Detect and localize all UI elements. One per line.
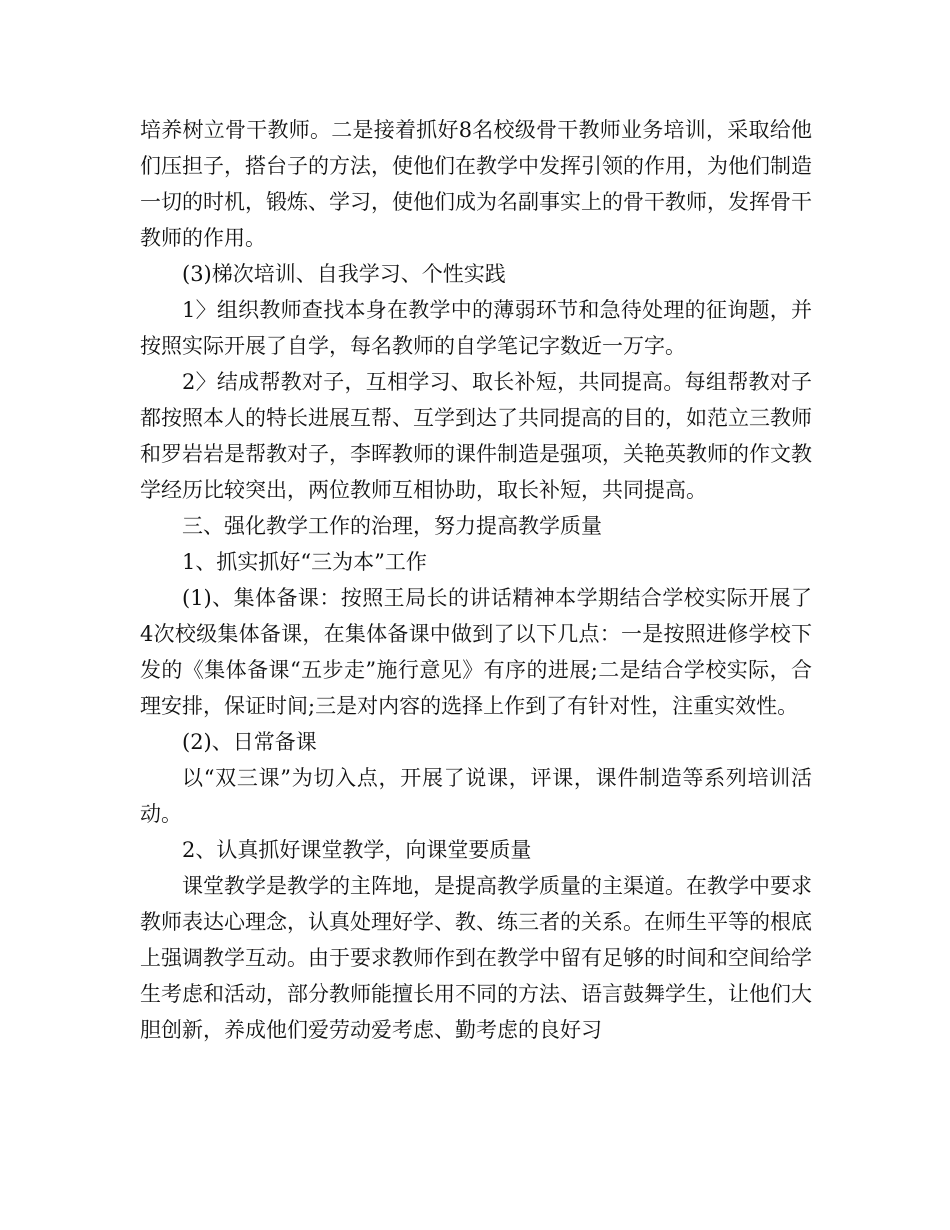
paragraph-11: 课堂教学是教学的主阵地，是提高教学质量的主渠道。在教学中要求教师表达心理念，认真处理好学、教、练三者的关系。在师生平等的根底上强调教学互动。由于要求教师作到在教学中留有足够的时间和空间给学生考虑和活动，部分教师能擅长用不同的方法、语言鼓舞学生，让他们大胆创新，养成他们爱劳动爱考虑、勤考虑的良好习 — [140, 874, 812, 1042]
section-heading-3: 三、强化教学工作的治理，努力提高教学质量 — [182, 514, 602, 538]
paragraph-4: 2〉结成帮教对子，互相学习、取长补短，共同提高。每组帮教对子都按照本人的特长进展互帮、互学到达了共同提高的目的，如范立三教师和罗岩岩是帮教对子，李晖教师的课件制造是强项，关艳英教师的作文教学经历比较突出，两位教师互相协助，取长补短，共同提高。 — [140, 370, 812, 502]
subheading-3: 2、认真抓好课堂教学，向课堂要质量 — [182, 838, 532, 862]
paragraph-1: 培养树立骨干教师。二是接着抓好8名校级骨干教师业务培训，采取给他们压担子，搭台子的方法，使他们在教学中发挥引领的作用，为他们制造一切的时机，锻炼、学习，使他们成为名副事实上的骨干教师，发挥骨干教师的作用。 — [140, 118, 812, 250]
subheading-1: 1、抓实抓好“三为本”工作 — [182, 550, 427, 574]
document-body — [140, 112, 812, 1048]
paragraph-3: 1〉组织教师查找本身在教学中的薄弱环节和急待处理的征询题，并按照实际开展了自学，每名教师的自学笔记字数近一万字。 — [140, 298, 812, 358]
paragraph-2: (3)梯次培训、自我学习、个性实践 — [182, 262, 506, 286]
paragraph-7: (1)、集体备课：按照王局长的讲话精神本学期结合学校实际开展了4次校级集体备课，在集体备课中做到了以下几点：一是按照进修学校下发的《集体备课“五步走”施行意见》有序的进展;二是结合学校实际，合理安排，保证时间;三是对内容的选择上作到了有针对性，注重实效性。 — [140, 586, 812, 718]
subheading-2: (2)、日常备课 — [182, 730, 317, 754]
paragraph-9: 以“双三课”为切入点，开展了说课，评课，课件制造等系列培训活动。 — [140, 766, 812, 826]
